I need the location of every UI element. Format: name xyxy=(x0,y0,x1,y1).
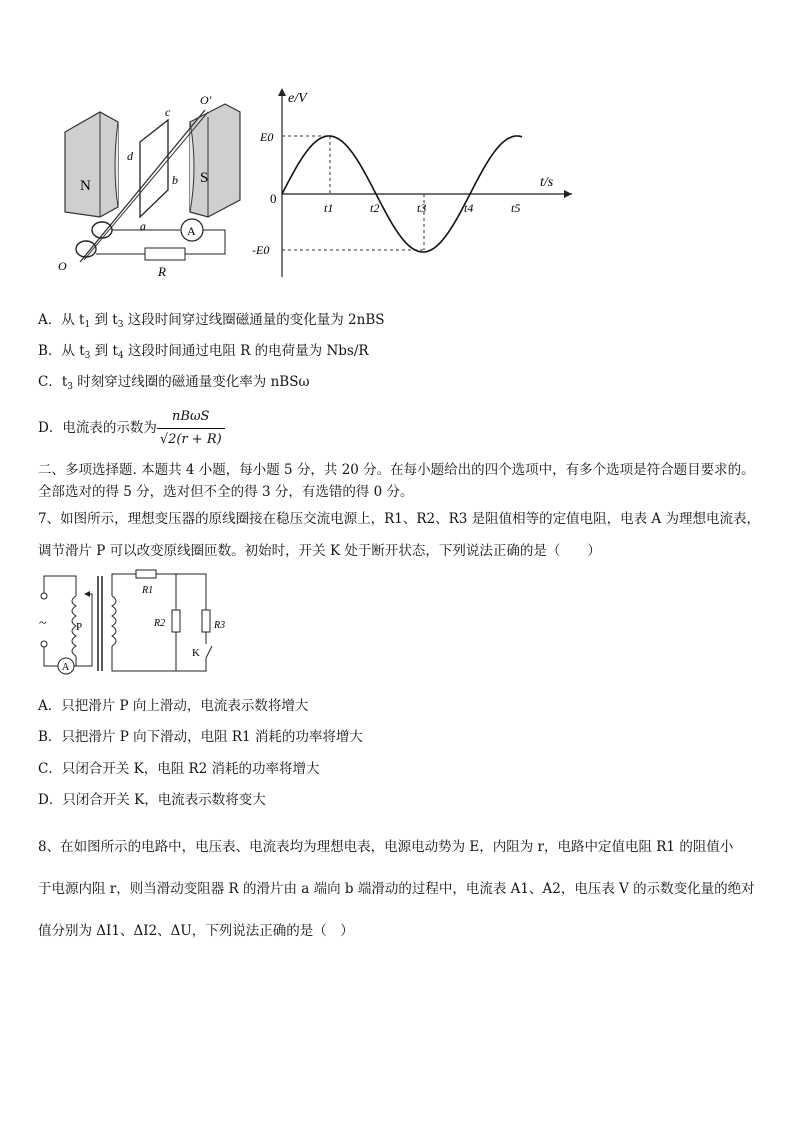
label-k: K xyxy=(192,647,200,659)
tick-t4: t4 xyxy=(464,201,474,215)
resistor-r xyxy=(145,248,185,260)
tick-t2: t2 xyxy=(370,201,380,215)
label-b: b xyxy=(172,173,178,187)
label-n: N xyxy=(80,178,91,194)
label-o-bottom: O xyxy=(58,259,67,273)
q8-stem: 8、在如图所示的电路中，电压表、电流表均为理想电表，电源电动势为 E，内阻为 r，电路中定值电阻 R1 的阻值小 于电源内阻 r，则当滑动变阻器 R 的滑片由 a 端向 b 端滑动的过程中，电流表 A1、A2，电压表 V 的示数变化量的绝对 值分别为 ΔI1、ΔI2、ΔU，下列说法正确的是（ ） xyxy=(38,839,755,939)
label-o-top: O′ xyxy=(200,93,212,107)
label-r2: R2 xyxy=(154,618,166,629)
section-2-heading: 二、多项选择题. 本题共 4 小题，每小题 5 分，共 20 分。在每小题给出的四个选项中，有多个选项是符合题目要求的。 全部选对的得 5 分，选对但不全的得 3 分，有选错的得 0 分。 xyxy=(38,462,755,500)
switch-k xyxy=(206,646,212,658)
tick-t1: t1 xyxy=(324,201,334,215)
x-axis-label: t/s xyxy=(540,175,554,190)
tick-neg-e0: -E0 xyxy=(252,243,270,257)
tick-t3: t3 xyxy=(417,201,427,215)
origin-label: 0 xyxy=(270,191,277,206)
label-ammeter: A xyxy=(62,662,70,673)
label-a: a xyxy=(140,219,146,233)
tick-t5: t5 xyxy=(511,201,521,215)
q6-option-c: C．$t_3$ 时刻穿过线圈的磁通量变化率为 nBSω xyxy=(38,374,310,392)
q7-option-b: B．只把滑片 P 向下滑动，电阻 R1 消耗的功率将增大 xyxy=(38,729,363,745)
label-r: R xyxy=(158,264,166,279)
coil xyxy=(140,120,168,217)
q7-option-c: C．只闭合开关 K，电阻 R2 消耗的功率将增大 xyxy=(38,761,320,777)
label-p: P xyxy=(76,621,83,633)
q6-option-d: D．电流表的示数为 $\frac{\text{nBωS}}{√2(r + R)}$ xyxy=(38,406,225,451)
resistor-r3 xyxy=(202,610,210,632)
label-d: d xyxy=(127,149,133,163)
resistor-r1 xyxy=(136,570,156,578)
q7-stem: 7、如图所示，理想变压器的原线圈接在稳压交流电源上，R1、R2、R3 是阻值相等的定值电阻，电表 A 为理想电流表， 调节滑片 P 可以改变原线圈匝数。初始时，开关 K 处于断开状态，下列说法正确的是（ ） xyxy=(38,511,760,559)
label-a-meter: A xyxy=(187,224,196,238)
magnet-s xyxy=(190,104,240,217)
q7-option-a: A．只把滑片 P 向上滑动，电流表示数将增大 xyxy=(38,698,309,714)
label-s: S xyxy=(200,170,209,186)
fraction: $\frac{\text{nBωS}}{√2(r + R)}$ xyxy=(157,406,225,451)
q7-option-d: D．只闭合开关 K，电流表示数将变大 xyxy=(38,792,266,808)
label-c: c xyxy=(165,105,171,119)
q6-option-a: A．从 $t_1$ 到 $t_3$ 这段时间穿过线圈磁通量的变化量为 2nBS xyxy=(38,312,385,330)
tick-e0: E0 xyxy=(260,130,274,144)
secondary-coil xyxy=(112,596,116,646)
ac-source-label: ~ xyxy=(39,616,47,631)
label-r3: R3 xyxy=(214,620,226,631)
transformer-circuit xyxy=(36,566,236,686)
magnet-n xyxy=(65,112,118,217)
y-axis-label: e/V xyxy=(288,91,307,106)
emf-graph xyxy=(250,82,590,282)
label-r1: R1 xyxy=(142,585,154,596)
q6-option-b: B．从 $t_3$ 到 $t_4$ 这段时间通过电阻 R 的电荷量为 Nbs/R xyxy=(38,343,369,361)
resistor-r2 xyxy=(172,610,180,632)
